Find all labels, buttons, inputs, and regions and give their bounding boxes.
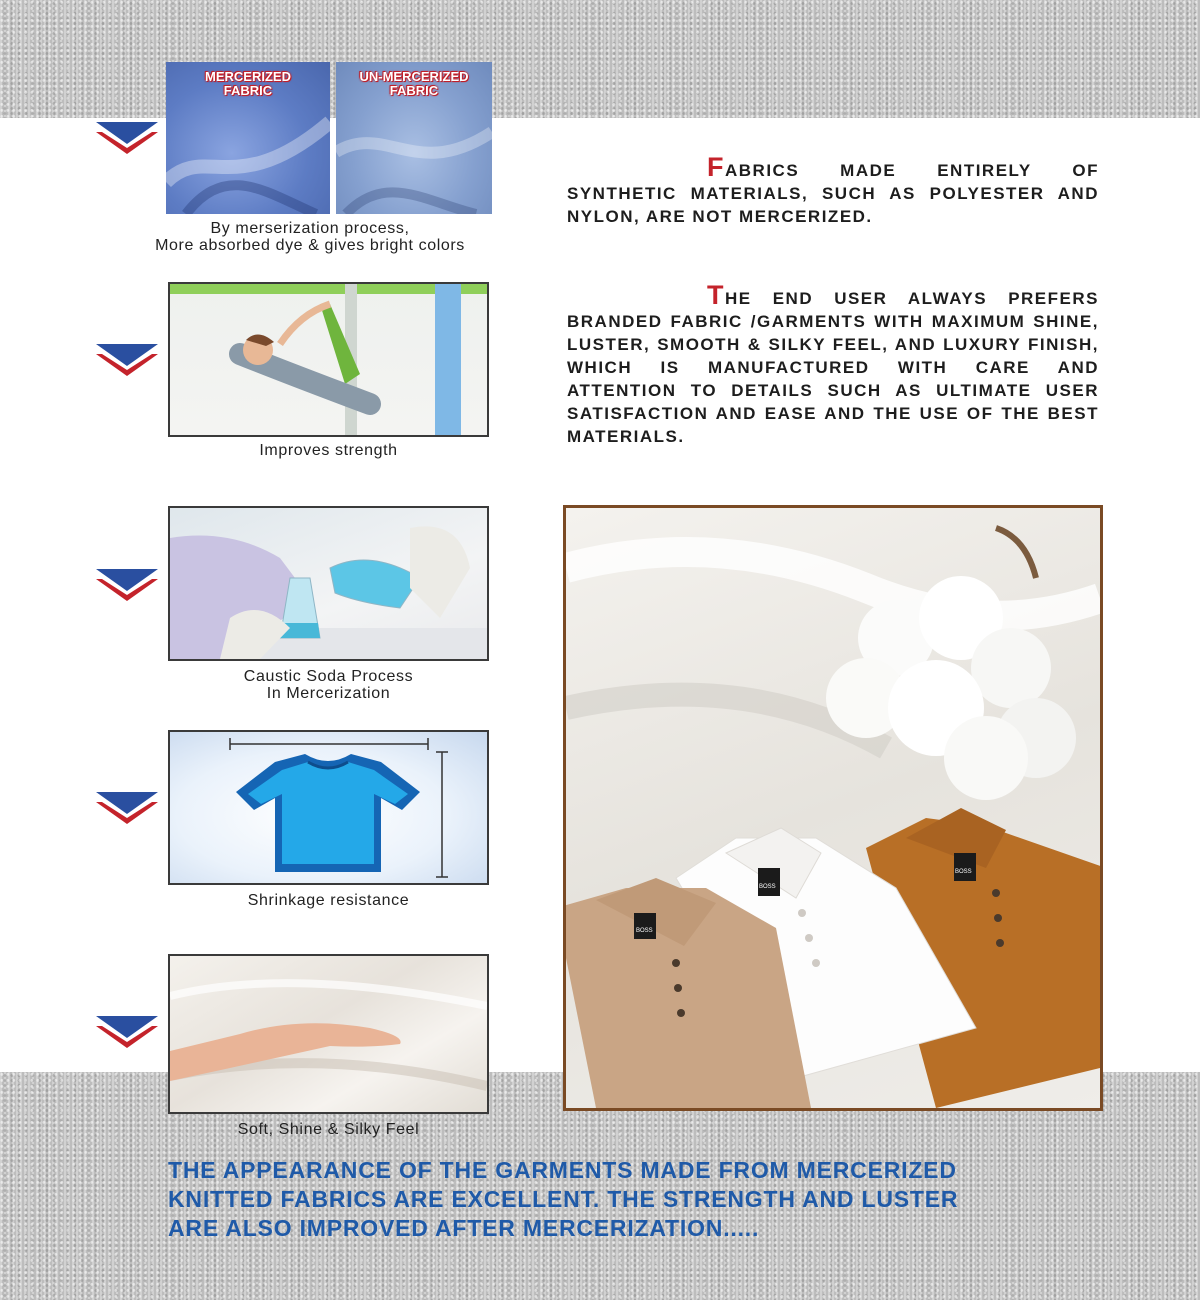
drop-cap-t: T (707, 280, 725, 310)
conclusion-text: THE APPEARANCE OF THE GARMENTS MADE FROM MERCERIZED KNITTED FABRICS ARE EXCELLENT. THE STRENGTH AND LUSTER ARE ALSO IMPROVED AFTER MERCERIZATION..... (168, 1157, 959, 1241)
mercerized-fabric-tile (166, 62, 330, 214)
chevron-bullet-icon (96, 567, 158, 601)
polo-shirts-scene (566, 508, 1100, 1108)
unmercerized-fabric-tile (336, 62, 492, 214)
boss-tag-2: BOSS (759, 884, 776, 890)
caustic-soda-caption: Caustic Soda Process In Mercerization (243, 668, 414, 702)
mercerized-label: MERCERIZED FABRIC (205, 69, 291, 98)
aerial-yoga-photo (168, 282, 489, 437)
tshirt-shrink-illustration (168, 730, 489, 885)
chevron-bullet-icon (96, 1014, 158, 1048)
chevron-bullet-icon (96, 790, 158, 824)
shrinkage-caption: Shrinkage resistance (247, 892, 410, 909)
fabric-comparison-caption: By merserization process, More absorbed dye & gives bright colors (155, 220, 465, 254)
strength-caption: Improves strength (259, 442, 398, 459)
boss-tag-3: BOSS (955, 869, 972, 875)
boss-tag-1: BOSS (636, 928, 653, 934)
polo-shirts-cotton-photo (563, 505, 1103, 1111)
soft-shine-caption: Soft, Shine & Silky Feel (237, 1121, 420, 1138)
lab-scene (170, 508, 487, 659)
paragraph-2-text: HE END USER ALWAYS PREFERS BRANDED FABRIC /GARMENTS WITH MAXIMUM SHINE, LUSTER, SMOOTH & SILKY FEEL, AND LUXURY FINISH, WHICH IS MANUFACTURED WITH CARE AND ATTENTION TO DETAILS SUCH AS ULTIMATE USER SATISFACTION AND EASE AND THE USE OF THE BEST MATERIALS. (567, 289, 1099, 446)
drop-cap-f: F (707, 152, 725, 182)
paragraph-1-text: ABRICS MADE ENTIRELY OF SYNTHETIC MATERIALS, SUCH AS POLYESTER AND NYLON, ARE NOT MERCERIZED. (567, 161, 1099, 226)
hand-on-fabric-photo (168, 954, 489, 1114)
end-user-paragraph (567, 280, 1099, 448)
chevron-bullet-icon (96, 120, 158, 154)
tshirt-shrink-drawing (170, 732, 487, 883)
lab-flask-photo (168, 506, 489, 661)
unmercerized-label: UN-MERCERIZED FABRIC (359, 69, 469, 98)
aerial-yoga-scene (170, 284, 487, 435)
chevron-bullet-icon (96, 342, 158, 376)
synthetic-fabrics-paragraph (567, 152, 1099, 228)
hand-fabric-scene (170, 956, 487, 1112)
